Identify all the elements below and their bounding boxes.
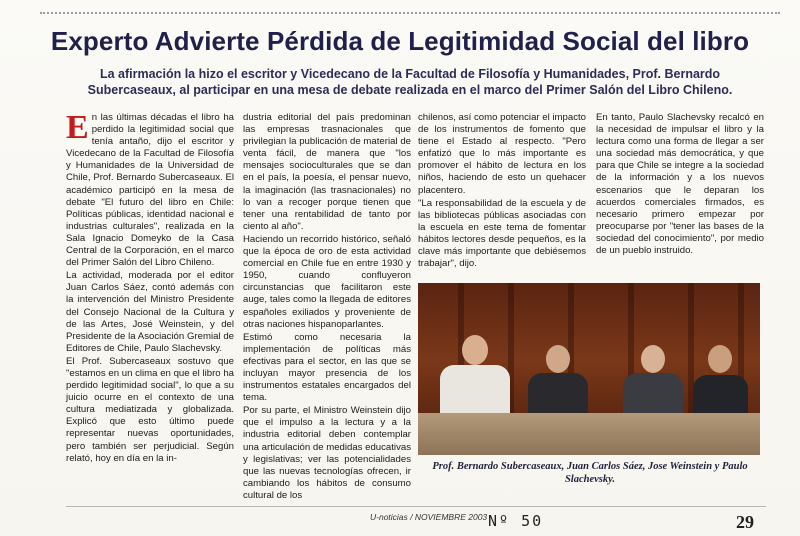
panel-photo	[418, 283, 760, 455]
column-paragraph: Haciendo un recorrido histórico, señaló que la época de oro de esta actividad comercial en Chile fue en entre 1930 y 1950, cuando confluyeron circunstancias que facilitaron este auge, tales como la llegada de editores españoles exiliados y proveniente de otras naciones hispanoparlantes.	[243, 233, 411, 330]
article-headline: Experto Advierte Pérdida de Legitimidad Social del libro	[50, 26, 750, 56]
article-column-3	[418, 112, 586, 271]
article-column-4	[596, 112, 764, 258]
column-paragraph: La actividad, moderada por el editor Juan Carlos Sáez, contó además con la intervención del Ministro Presidente del Consejo Nacional de la Cultura y de las Artes, José Weinstein, y del Presidente de la Asociación Gremial de Editores de Chile, Paulo Slachevsky.	[66, 270, 234, 354]
column-paragraph: Por su parte, el Ministro Weinstein dijo que el impulso a la lectura y a la industria editorial deben contemplar una articulación de medidas educativas y legislativas; ver las potencialidades que las nuevas tecnologías ofrecen, ir cambiando los hábitos de consumo cultural de los	[243, 405, 411, 501]
article-column-2	[243, 112, 411, 503]
photo-caption: Prof. Bernardo Subercaseaux, Juan Carlos Sáez, Jose Weinstein y Paulo Slachevsky.	[432, 461, 748, 485]
column-paragraph: "La responsabilidad de la escuela y de las bibliotecas públicas asociadas con la escuela en este tema de fomentar hábitos lectores desde pequeños, es la clave más importante que debiésemos trabajar", dijo.	[418, 197, 586, 270]
column-paragraph: En tanto, Paulo Slachevsky recalcó en la necesidad de impulsar el libro y la lectura como una forma de llegar a ser una sociedad más democrática, y que para que Chile se integre a la sociedad de la información y a los nuevos escenarios que le deparan los acuerdos comerciales firmados, es necesario primero empezar por preocuparse por "tener las bases de la sociedad del conocimiento", por medio de un pueblo instruido.	[596, 112, 764, 257]
column-paragraph	[66, 109, 234, 269]
column-paragraph: dustria editorial del país predominan las empresas trasnacionales que privilegian la publicación de material de venta fácil, de manera que "los mensajes socioculturales que se dan en el país, la poesía, el pensar nuevo, la imaginación (las trasnacionales) no lo van a recoger porque tienen que tener una rentabilidad de tanto por ciento al año".	[243, 112, 411, 232]
person-figure	[440, 335, 510, 425]
footer-issue: U-noticias / NOVIEMBRE 2003	[370, 512, 488, 522]
top-dotted-rule	[40, 12, 780, 14]
paragraph-text: n las últimas décadas el libro ha perdido la legitimidad social que tenía antaño, dijo el escritor y Vicedecano de la Facultad de Filosofía y Humanidades de la Universidad de Chile, Prof. Bernardo Subercaseaux. El académico participó en la mesa de debate "El futuro del libro en Chile: Políticas públicas, identidad nacional e industrias culturales", realizada en la Sala Ignacio Domeyko de la Casa Central de la Corporación, en el marco del Primer Salón del Libro Chileno.	[66, 112, 234, 269]
conference-table	[418, 413, 760, 455]
drop-cap: E	[66, 109, 89, 146]
column-paragraph: El Prof. Subercaseaux sostuvo que "estamos en un clima en que el libro ha perdido legitimidad social", lo que a su juicio ocurre en el contexto de una cultura mediatizada y globalizada. Explicó que esto último puede representar nuevas oportunidades, pero también ser perjudicial. Según relató, hoy en día en la in-	[66, 355, 234, 464]
article-subhead: La afirmación la hizo el escritor y Vicedecano de la Facultad de Filosofía y Humanidades, Prof. Bernardo Subercaseaux, al participar en una mesa de debate realizada en el marco del Primer Salón del Libro Chileno.	[87, 67, 733, 97]
article-column-1	[66, 109, 234, 466]
handwritten-note: Nº 50	[488, 512, 544, 530]
column-paragraph: Estimó como necesaria la implementación de políticas más efectivas para el sector, en las que se incluyan mayor presencia de los instrumentos estatales encargados del tema.	[243, 331, 411, 404]
page-number: 29	[736, 512, 754, 532]
column-paragraph: chilenos, así como potenciar el impacto de los instrumentos de fomento que tiene el Estado al respecto. "Pero enfatizó que lo más importante es promover el hábito de lectura en los niños, haciendo de esto un quehacer placentero.	[418, 112, 586, 196]
footer-rule	[66, 506, 766, 507]
